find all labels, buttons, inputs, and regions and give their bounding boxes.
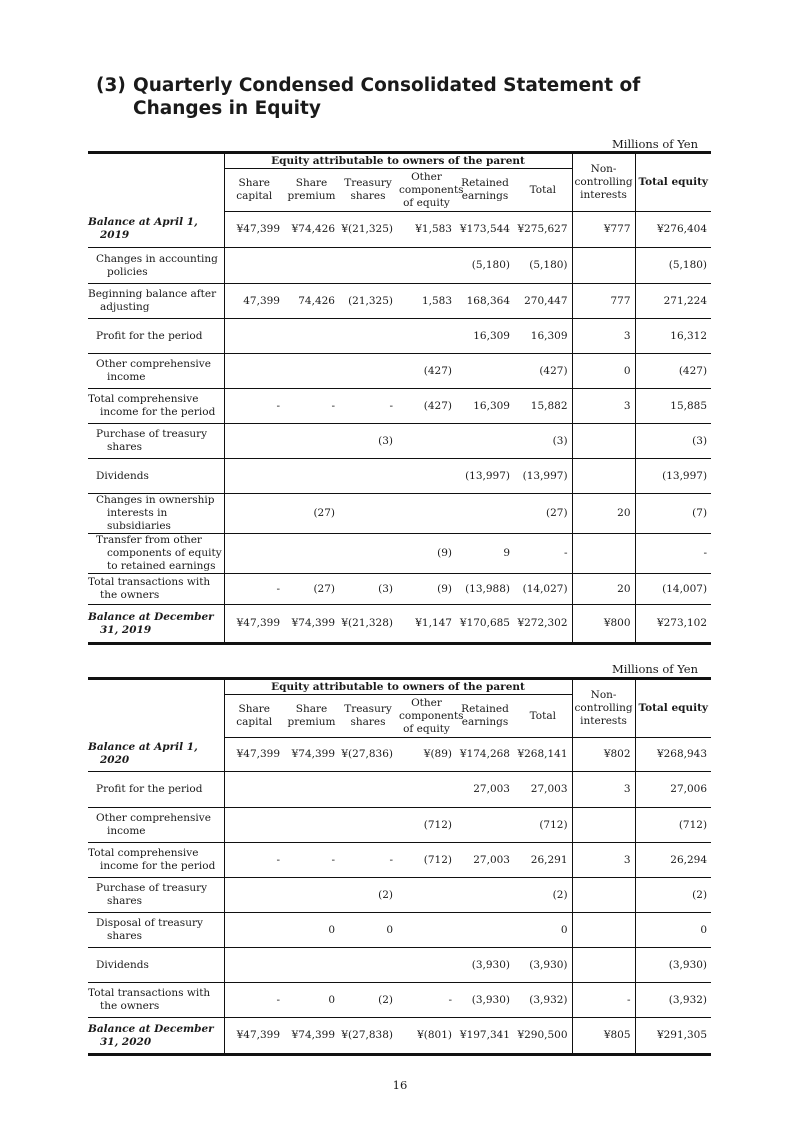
row-label-text: Balance at December 31, 2019 (88, 610, 214, 636)
row-label-text: Purchase of treasury shares (96, 882, 208, 907)
table-cell (284, 424, 339, 459)
row-label (88, 1018, 224, 1055)
table-cell: ¥47,399 (224, 738, 284, 772)
table-cell: 9 (456, 534, 514, 574)
row-label (88, 389, 224, 424)
table-cell (456, 808, 514, 843)
table-row (88, 808, 711, 843)
table-cell (456, 913, 514, 948)
table-cell: 74,426 (284, 284, 339, 319)
table-cell (339, 248, 397, 284)
table-cell: (9) (397, 534, 456, 574)
table-cell: (3,930) (514, 948, 572, 983)
section-number: (3) (96, 75, 126, 96)
table-cell (397, 459, 456, 494)
table-cell: (712) (514, 808, 572, 843)
equity-statement-2020 (88, 677, 711, 1056)
row-label-text: Balance at April 1, 2019 (88, 216, 198, 242)
table-cell: ¥(21,325) (339, 212, 397, 248)
table-cell (339, 948, 397, 983)
row-label-text: Other comprehensive income (96, 358, 211, 383)
table-cell: (14,007) (635, 574, 711, 605)
table-cell: - (284, 843, 339, 878)
header-blank (88, 679, 224, 738)
table-cell: 26,291 (514, 843, 572, 878)
table-cell: 3 (572, 772, 635, 808)
table-row (88, 913, 711, 948)
section-heading (96, 74, 716, 120)
table-cell: 270,447 (514, 284, 572, 319)
table-cell (397, 772, 456, 808)
table-cell (224, 319, 284, 354)
table-cell: ¥1,583 (397, 212, 456, 248)
table-cell: (2) (514, 878, 572, 913)
table-cell: (2) (339, 983, 397, 1018)
table-row (88, 605, 711, 644)
table-row (88, 738, 711, 772)
table-cell: ¥273,102 (635, 605, 711, 644)
table-cell (456, 878, 514, 913)
table-row (88, 212, 711, 248)
table-row (88, 983, 711, 1018)
table-row (88, 319, 711, 354)
table-cell (572, 913, 635, 948)
table-cell: - (224, 843, 284, 878)
table-cell (284, 808, 339, 843)
row-label-text: Profit for the period (96, 783, 203, 795)
row-label-text: Dividends (96, 958, 149, 971)
table-cell: 26,294 (635, 843, 711, 878)
column-header: Total equity (635, 679, 711, 738)
column-header: Share capital (224, 169, 284, 212)
table-row (88, 878, 711, 913)
row-label (88, 772, 224, 808)
table-cell (572, 424, 635, 459)
row-label (88, 843, 224, 878)
table-row (88, 772, 711, 808)
column-header: Retained earnings (456, 695, 514, 738)
table-row (88, 574, 711, 605)
table-cell: (3,932) (514, 983, 572, 1018)
table-cell: 0 (284, 983, 339, 1018)
column-header: Total (514, 695, 572, 738)
column-header: Share capital (224, 695, 284, 738)
table-cell: - (514, 534, 572, 574)
table-cell: 0 (572, 354, 635, 389)
table-cell: ¥(801) (397, 1018, 456, 1055)
group-header: Equity attributable to owners of the parent (224, 679, 572, 695)
row-label-text: Changes in ownership interests in subsidiaries (96, 494, 215, 532)
equity-table (88, 151, 711, 645)
table-cell (284, 948, 339, 983)
table-cell (224, 459, 284, 494)
row-label-text: Balance at December 31, 2020 (88, 1022, 214, 1048)
table-cell: - (224, 574, 284, 605)
table-cell (572, 459, 635, 494)
table-row (88, 1018, 711, 1055)
table-cell: - (224, 389, 284, 424)
table-cell: (427) (635, 354, 711, 389)
table-cell (339, 808, 397, 843)
table-cell: (3,930) (456, 983, 514, 1018)
table-cell (284, 772, 339, 808)
table-cell (397, 913, 456, 948)
table-cell: (427) (397, 354, 456, 389)
table-cell (284, 248, 339, 284)
table-cell: ¥777 (572, 212, 635, 248)
table-cell (224, 913, 284, 948)
table-cell: ¥74,399 (284, 605, 339, 644)
row-label (88, 948, 224, 983)
table-cell: (27) (514, 494, 572, 534)
section-title: Quarterly Condensed Consolidated Statement of Changes in Equity (133, 75, 641, 119)
table-cell: ¥272,302 (514, 605, 572, 644)
column-header: Retained earnings (456, 169, 514, 212)
table-cell: - (397, 983, 456, 1018)
table-cell (397, 319, 456, 354)
table-cell: (13,997) (456, 459, 514, 494)
table-cell (224, 494, 284, 534)
row-label (88, 983, 224, 1018)
table-cell: 0 (635, 913, 711, 948)
table-cell: (27) (284, 494, 339, 534)
table-cell: 3 (572, 319, 635, 354)
table-cell: 16,312 (635, 319, 711, 354)
table-cell: ¥1,147 (397, 605, 456, 644)
row-label-text: Beginning balance after adjusting (88, 288, 217, 313)
table-cell: (5,180) (514, 248, 572, 284)
row-label-text: Total comprehensive income for the period (88, 847, 216, 872)
table-cell (572, 948, 635, 983)
table-cell (397, 948, 456, 983)
table-row (88, 494, 711, 534)
table-cell: ¥275,627 (514, 212, 572, 248)
table-cell: (3) (635, 424, 711, 459)
table-cell (339, 494, 397, 534)
column-header: Treasury shares (339, 695, 397, 738)
table-cell: ¥(89) (397, 738, 456, 772)
table-cell (284, 319, 339, 354)
row-label (88, 284, 224, 319)
table-cell: - (224, 983, 284, 1018)
table-cell: ¥268,141 (514, 738, 572, 772)
table-cell: 20 (572, 494, 635, 534)
table-cell (572, 248, 635, 284)
table-cell: (3,930) (456, 948, 514, 983)
equity-table (88, 677, 711, 1056)
table-cell (397, 878, 456, 913)
table-cell: (712) (397, 808, 456, 843)
table-row (88, 948, 711, 983)
table-cell: (7) (635, 494, 711, 534)
row-label (88, 248, 224, 284)
table-cell: (13,997) (635, 459, 711, 494)
table-cell (224, 878, 284, 913)
row-label (88, 494, 224, 534)
table-cell (339, 354, 397, 389)
table-cell: ¥(27,838) (339, 1018, 397, 1055)
table-row (88, 284, 711, 319)
table-cell: ¥74,399 (284, 1018, 339, 1055)
row-label-text: Total transactions with the owners (88, 987, 211, 1012)
table-cell: ¥173,544 (456, 212, 514, 248)
table-cell (456, 354, 514, 389)
table-cell: 1,583 (397, 284, 456, 319)
table-cell: 168,364 (456, 284, 514, 319)
table-cell: 27,003 (456, 843, 514, 878)
table-cell: 16,309 (456, 389, 514, 424)
table-cell: (2) (339, 878, 397, 913)
row-label-text: Total comprehensive income for the period (88, 393, 216, 418)
column-header: Share premium (284, 169, 339, 212)
table-cell: (5,180) (635, 248, 711, 284)
column-header: Non-controlling interests (572, 679, 635, 738)
table-cell: (14,027) (514, 574, 572, 605)
table-cell: 3 (572, 843, 635, 878)
row-label (88, 534, 224, 574)
table-cell: (3) (339, 574, 397, 605)
table-cell (572, 878, 635, 913)
table-cell: (9) (397, 574, 456, 605)
row-label-text: Transfer from other components of equity to retained earnings (96, 534, 222, 572)
row-label (88, 808, 224, 843)
column-header: Non-controlling interests (572, 153, 635, 212)
table-cell: 27,003 (514, 772, 572, 808)
table-cell: 16,309 (514, 319, 572, 354)
table-cell (284, 878, 339, 913)
table-cell (224, 948, 284, 983)
table-cell: 271,224 (635, 284, 711, 319)
row-label-text: Dividends (96, 469, 149, 482)
table-cell: ¥174,268 (456, 738, 514, 772)
table-cell: 20 (572, 574, 635, 605)
table-cell: (3) (514, 424, 572, 459)
row-label-text: Purchase of treasury shares (96, 428, 208, 453)
row-label-text: Profit for the period (96, 329, 203, 342)
column-header: Total (514, 169, 572, 212)
table-cell: (5,180) (456, 248, 514, 284)
table-cell (572, 808, 635, 843)
table-cell: - (284, 389, 339, 424)
table-cell: (2) (635, 878, 711, 913)
table-cell: (3) (339, 424, 397, 459)
table-cell: (13,988) (456, 574, 514, 605)
row-label (88, 913, 224, 948)
table-row (88, 459, 711, 494)
table-row (88, 843, 711, 878)
table-cell: ¥800 (572, 605, 635, 644)
table-cell: ¥290,500 (514, 1018, 572, 1055)
row-label-text: Changes in accounting policies (96, 252, 218, 278)
table-cell: 16,309 (456, 319, 514, 354)
group-header-row (88, 679, 711, 695)
group-header-row (88, 153, 711, 169)
table-cell: 0 (514, 913, 572, 948)
row-label (88, 878, 224, 913)
row-label (88, 605, 224, 644)
table-cell (224, 772, 284, 808)
column-header: Treasury shares (339, 169, 397, 212)
table-cell: (3,930) (635, 948, 711, 983)
row-label (88, 459, 224, 494)
table-cell (339, 459, 397, 494)
table-cell: 0 (284, 913, 339, 948)
table-cell: ¥47,399 (224, 605, 284, 644)
table-cell: (712) (397, 843, 456, 878)
column-header: Other components of equity (397, 695, 456, 738)
table-cell: (3,932) (635, 983, 711, 1018)
equity-statement-2019 (88, 151, 711, 645)
row-label-text: Balance at April 1, 2020 (88, 741, 198, 767)
table-cell: 27,003 (456, 772, 514, 808)
table-row (88, 424, 711, 459)
row-label-text: Other comprehensive income (96, 812, 211, 837)
table-cell (224, 808, 284, 843)
row-label (88, 738, 224, 772)
table-cell: (427) (397, 389, 456, 424)
table-cell: (13,997) (514, 459, 572, 494)
table-cell: 777 (572, 284, 635, 319)
table-row (88, 354, 711, 389)
table-cell (284, 354, 339, 389)
table-cell: ¥805 (572, 1018, 635, 1055)
unit-label-2019: Millions of Yen (611, 137, 698, 151)
table-cell (456, 494, 514, 534)
table-cell: - (635, 534, 711, 574)
table-cell: - (339, 389, 397, 424)
row-label (88, 424, 224, 459)
table-cell: - (339, 843, 397, 878)
table-cell: 15,882 (514, 389, 572, 424)
table-cell: ¥47,399 (224, 212, 284, 248)
table-cell: 47,399 (224, 284, 284, 319)
table-cell (397, 424, 456, 459)
table-cell (224, 354, 284, 389)
table-cell: ¥291,305 (635, 1018, 711, 1055)
page-number: 16 (392, 1078, 408, 1092)
table-cell: ¥74,399 (284, 738, 339, 772)
table-cell: - (572, 983, 635, 1018)
table-cell: ¥(27,836) (339, 738, 397, 772)
table-cell (339, 319, 397, 354)
table-cell: (712) (635, 808, 711, 843)
table-cell: 3 (572, 389, 635, 424)
table-cell: ¥170,685 (456, 605, 514, 644)
table-cell (224, 424, 284, 459)
table-cell: (427) (514, 354, 572, 389)
table-row (88, 248, 711, 284)
table-row (88, 389, 711, 424)
table-cell (572, 534, 635, 574)
table-cell (397, 494, 456, 534)
row-label (88, 319, 224, 354)
table-row (88, 534, 711, 574)
table-cell: ¥276,404 (635, 212, 711, 248)
table-cell: (27) (284, 574, 339, 605)
table-cell: ¥268,943 (635, 738, 711, 772)
group-header: Equity attributable to owners of the parent (224, 153, 572, 169)
table-cell (456, 424, 514, 459)
table-cell (339, 772, 397, 808)
table-cell (397, 248, 456, 284)
table-cell: ¥802 (572, 738, 635, 772)
table-cell: 27,006 (635, 772, 711, 808)
table-cell: (21,325) (339, 284, 397, 319)
table-cell: ¥(21,328) (339, 605, 397, 644)
row-label (88, 354, 224, 389)
table-cell: ¥197,341 (456, 1018, 514, 1055)
table-cell: ¥47,399 (224, 1018, 284, 1055)
table-cell (224, 534, 284, 574)
row-label-text: Disposal of treasury shares (96, 917, 203, 942)
table-cell (339, 534, 397, 574)
row-label-text: Total transactions with the owners (88, 576, 211, 601)
column-header: Other components of equity (397, 169, 456, 212)
table-cell: 15,885 (635, 389, 711, 424)
row-label (88, 212, 224, 248)
table-cell (224, 248, 284, 284)
table-cell: ¥74,426 (284, 212, 339, 248)
row-label (88, 574, 224, 605)
table-cell (284, 459, 339, 494)
column-header: Total equity (635, 153, 711, 212)
table-cell (284, 534, 339, 574)
column-header: Share premium (284, 695, 339, 738)
unit-label-2020: Millions of Yen (611, 662, 698, 676)
header-blank (88, 153, 224, 212)
table-cell: 0 (339, 913, 397, 948)
